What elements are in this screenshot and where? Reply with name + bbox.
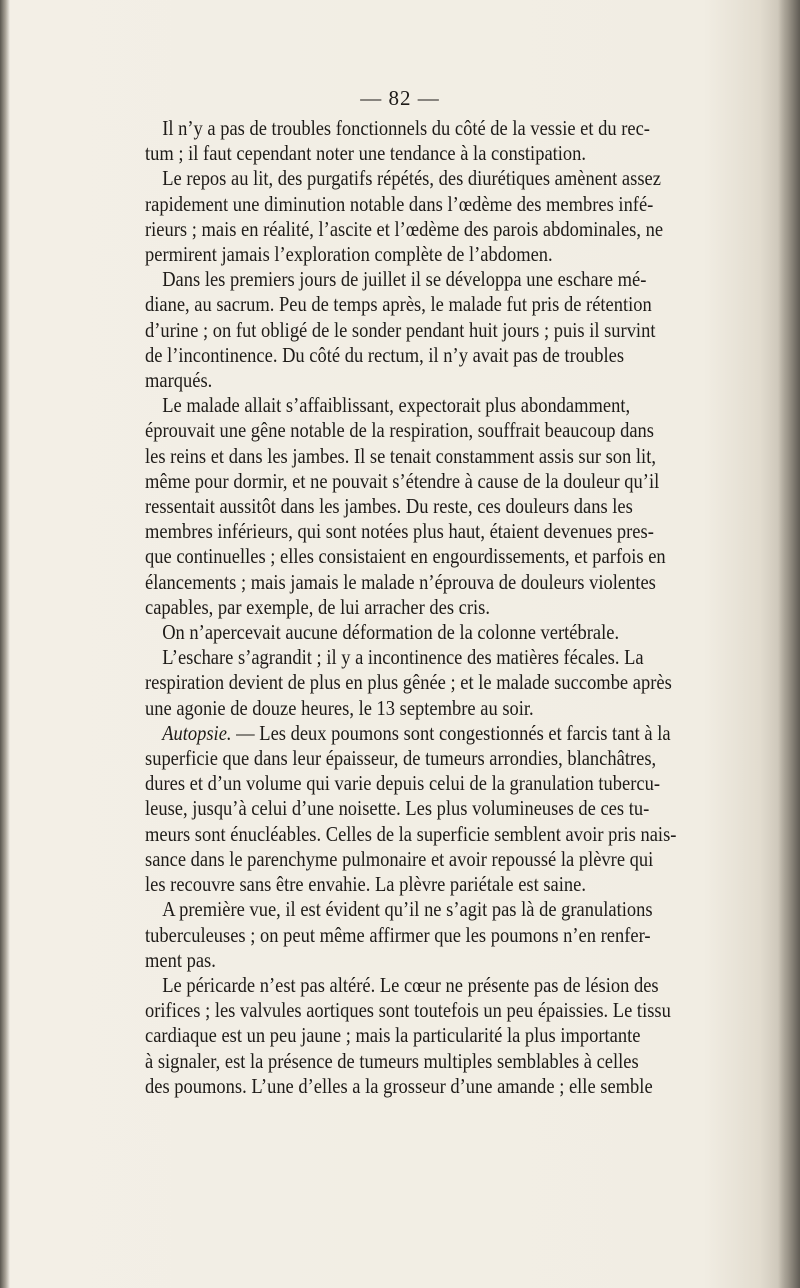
text-line [145,721,670,746]
text-line: rapidement une diminution notable dans l’œdème des membres infé- [145,191,654,216]
text-line: Le malade allait s’affaiblissant, expectorait plus abondamment, [162,393,631,418]
document-body [145,116,677,1099]
text-line: Dans les premiers jours de juillet il se développa une eschare mé- [162,267,647,292]
text-line: superficie que dans leur épaisseur, de tumeurs arrondies, blanchâtres, [145,746,657,771]
text-line: tum ; il faut cependant noter une tendance à la constipation. [145,141,587,166]
text-line: les recouvre sans être envahie. La plèvre pariétale est saine. [145,872,586,897]
paragraph [145,166,670,267]
text-line: cardiaque est un peu jaune ; mais la particularité la plus importante [145,1023,641,1048]
text-line: une agonie de douze heures, le 13 septembre au soir. [145,695,534,720]
text-line: Il n’y a pas de troubles fonctionnels du côté de la vessie et du rec- [162,116,650,140]
text-line: à signaler, est la présence de tumeurs multiples semblables à celles [145,1048,639,1073]
text-line: marqués. [145,368,213,393]
text-line: meurs sont énucléables. Celles de la superficie semblent avoir pris nais- [145,821,677,846]
text-fragment: — Les deux poumons sont congestionnés et farcis tant à la [231,720,671,745]
page-number: — 82 — [360,86,440,110]
page-left-edge-shadow [0,0,10,1288]
text-line: rieurs ; mais en réalité, l’ascite et l’œdème des parois abdominales, ne [145,216,664,241]
text-line: que continuelles ; elles consistaient en engourdissements, et parfois en [145,544,666,569]
text-line: orifices ; les valvules aortiques sont toutefois un peu épaissies. Le tissu [145,998,671,1023]
text-line: diane, au sacrum. Peu de temps après, le malade fut pris de rétention [145,292,652,317]
text-line: ment pas. [145,947,216,972]
text-line: dures et d’un volume qui varie depuis celui de la granulation tubercu- [145,771,660,796]
text-line: éprouvait une gêne notable de la respiration, souffrait beaucoup dans [145,418,654,443]
text-line: leuse, jusqu’à celui d’une noisette. Les plus volumineuses de ces tu- [145,796,650,821]
paragraph [145,720,677,897]
text-line: L’eschare s’agrandit ; il y a incontinence des matières fécales. La [162,645,644,670]
text-line: sance dans le parenchyme pulmonaire et avoir repoussé la plèvre qui [145,846,654,871]
paragraph [145,620,670,645]
paragraph [145,973,670,1099]
text-line: respiration devient de plus en plus gênée ; et le malade succombe après [145,670,672,695]
text-line: d’urine ; on fut obligé de le sonder pendant huit jours ; puis il survint [145,317,656,342]
text-line: tuberculeuses ; on peut même affirmer que les poumons n’en renfer- [145,922,651,947]
text-line: membres inférieurs, qui sont notées plus haut, étaient devenues pres- [145,519,654,544]
autopsy-heading: Autopsie. [162,720,232,745]
page-right-edge-shadow [778,0,800,1288]
text-line: élancements ; mais jamais le malade n’éprouva de douleurs violentes [145,569,656,594]
text-line: même pour dormir, et ne pouvait s’étendre à cause de la douleur qu’il [145,468,660,493]
text-line: On n’apercevait aucune déformation de la colonne vertébrale. [162,620,620,645]
paragraph [145,267,670,393]
paragraph [145,897,670,973]
text-line: permirent jamais l’exploration complète de l’abdomen. [145,242,553,267]
paragraph [145,645,670,721]
text-line: Le repos au lit, des purgatifs répétés, des diurétiques amènent assez [162,166,661,191]
text-line: ressentait aussitôt dans les jambes. Du reste, ces douleurs dans les [145,494,633,519]
text-line: A première vue, il est évident qu’il ne s’agit pas là de granulations [162,897,653,922]
paragraph [145,116,670,166]
text-line: des poumons. L’une d’elles a la grosseur d’une amande ; elle semble [145,1073,653,1098]
text-line: Le péricarde n’est pas altéré. Le cœur ne présente pas de lésion des [162,972,659,997]
text-line: de l’incontinence. Du côté du rectum, il n’y avait pas de troubles [145,342,625,367]
text-line: capables, par exemple, de lui arracher des cris. [145,594,490,619]
text-line: les reins et dans les jambes. Il se tenait constamment assis sur son lit, [145,443,656,468]
paragraph [145,393,670,620]
